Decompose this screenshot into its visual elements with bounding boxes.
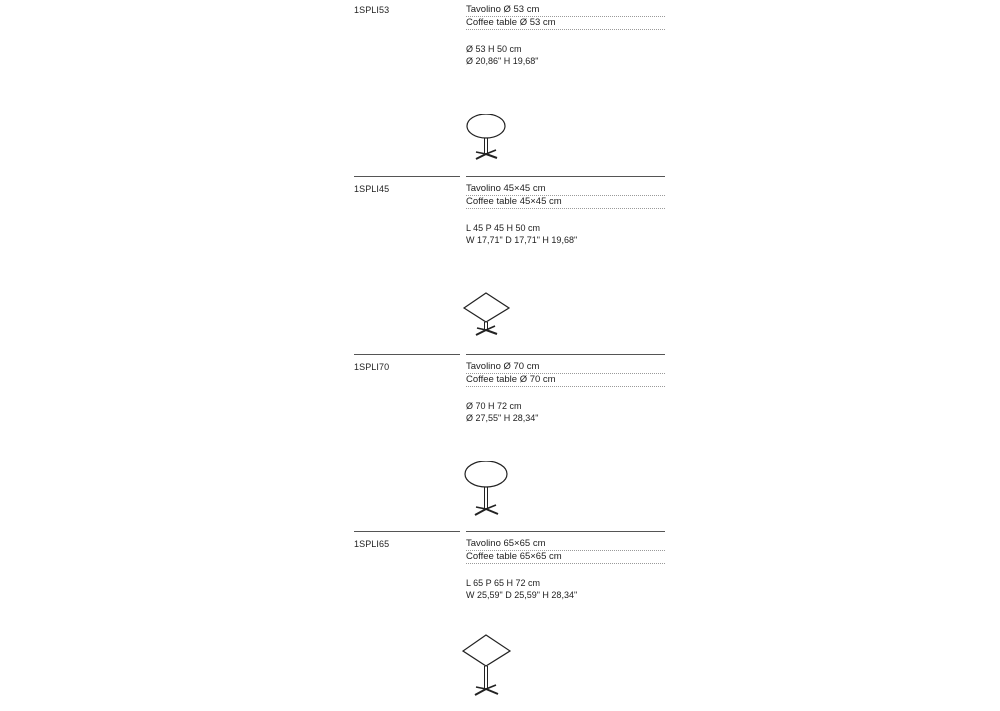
dimensions-cm: Ø 70 H 72 cm — [466, 401, 522, 411]
round-top-icon — [462, 461, 512, 523]
dimensions-inches: W 17,71" D 17,71" H 19,68" — [466, 235, 578, 245]
product-entry-1spli65 — [0, 531, 1000, 711]
dimensions-cm: Ø 53 H 50 cm — [466, 44, 522, 54]
square-top-icon — [462, 292, 512, 354]
product-code: 1SPLI53 — [354, 5, 390, 15]
dimensions-inches: Ø 20,86" H 19,68" — [466, 56, 539, 66]
dimensions-inches: Ø 27,55" H 28,34" — [466, 413, 539, 423]
product-name-italian: Tavolino 45×45 cm — [466, 183, 665, 196]
product-name-english: Coffee table Ø 53 cm — [466, 17, 665, 30]
square-table-drawing — [462, 634, 512, 696]
dimensions-cm: L 45 P 45 H 50 cm — [466, 223, 541, 233]
divider-left — [354, 354, 460, 355]
product-name-italian: Tavolino 65×65 cm — [466, 538, 665, 551]
product-name-english: Coffee table Ø 70 cm — [466, 374, 665, 387]
dimensions-inches: W 25,59" D 25,59" H 28,34" — [466, 590, 578, 600]
divider-left — [354, 176, 460, 177]
product-entry-1spli70 — [0, 354, 1000, 534]
square-top-icon — [462, 634, 512, 700]
dimensions-cm: L 65 P 65 H 72 cm — [466, 578, 541, 588]
round-top-icon — [462, 114, 512, 176]
divider-right — [466, 531, 665, 532]
divider-right — [466, 354, 665, 355]
product-code: 1SPLI45 — [354, 184, 390, 194]
product-name-italian: Tavolino Ø 70 cm — [466, 361, 665, 374]
product-name-english: Coffee table 45×45 cm — [466, 196, 665, 209]
product-entry-1spli45 — [0, 176, 1000, 356]
product-name-italian: Tavolino Ø 53 cm — [466, 4, 665, 17]
round-table-drawing — [462, 461, 512, 523]
divider-left — [354, 531, 460, 532]
square-table-drawing — [462, 292, 512, 354]
divider-right — [466, 176, 665, 177]
product-entry-1spli53 — [0, 0, 1000, 177]
product-name-english: Coffee table 65×65 cm — [466, 551, 665, 564]
product-code: 1SPLI70 — [354, 362, 390, 372]
product-code: 1SPLI65 — [354, 539, 390, 549]
round-table-drawing — [462, 114, 512, 176]
